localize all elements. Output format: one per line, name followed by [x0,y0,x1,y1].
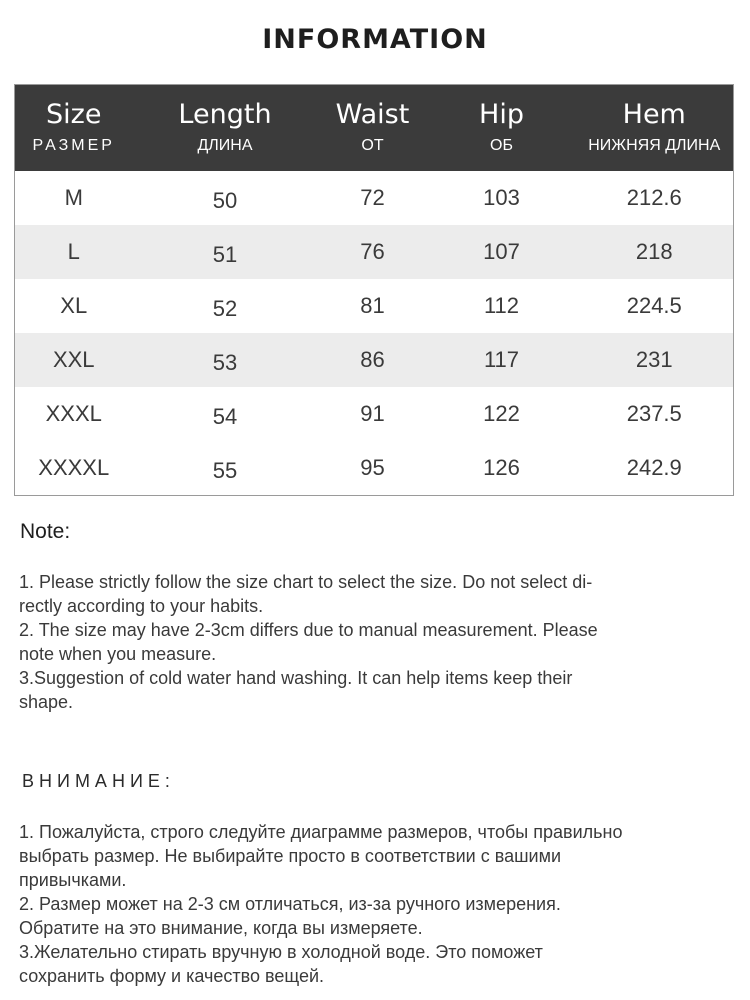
cell-hip: 122 [483,401,520,427]
header-size-ru: РАЗМЕР [32,136,115,154]
cell-length: 50 [212,187,238,213]
header-hem [576,85,734,171]
cell-hem: 212.6 [626,184,682,210]
cell-hem: 231 [635,347,673,373]
cell-length: 54 [212,404,238,430]
table-body [15,171,734,496]
note-line: 3.Suggestion of cold water hand washing. It can help items keep their [19,668,573,688]
size-chart-table [14,84,734,496]
cell-waist: 76 [360,238,385,264]
table-row [15,333,734,387]
header-hip-en: Hip [479,98,524,130]
header-hip-ru: ОБ [490,136,513,154]
note-line: rectly according to your habits. [19,596,264,616]
table-row [15,171,734,225]
cell-hem: 224.5 [626,292,682,318]
cell-waist: 95 [360,455,385,481]
note-line-ru: 3.Желательно стирать вручную в холодной воде. Это поможет [19,942,543,962]
header-length-en: Length [178,98,272,130]
cell-size: XXXXL [38,455,110,481]
note-heading: Note: [20,520,71,543]
cell-size: XL [60,292,88,318]
cell-hip: 112 [483,292,520,318]
header-length [133,85,318,171]
cell-hip: 103 [483,184,520,210]
note-line-ru: 2. Размер может на 2-3 см отличаться, из-за ручного измерения. [19,894,561,914]
table-row [15,279,734,333]
cell-waist: 81 [360,292,385,318]
note-line-ru: 1. Пожалуйста, строго следуйте диаграмме размеров, чтобы правильно [19,822,623,842]
page-title: INFORMATION [262,24,488,55]
note-heading-ru: ВНИМАНИЕ: [22,771,175,791]
cell-hem: 218 [635,238,673,264]
cell-length: 52 [212,295,238,321]
header-waist-en: Waist [335,98,410,130]
table-row [15,441,734,495]
note-line: 2. The size may have 2-3cm differs due to manual measurement. Please [19,620,598,640]
header-size-en: Size [46,98,102,130]
header-hem-en: Hem [622,98,686,130]
cell-length: 53 [212,350,238,376]
note-line: note when you measure. [19,644,217,664]
table-row [15,387,734,441]
table-row [15,225,734,279]
note-line: shape. [19,692,74,712]
note-line-ru: сохранить форму и качество вещей. [19,966,325,986]
cell-hip: 107 [483,238,520,264]
cell-size: XXL [52,347,95,373]
cell-size: L [67,238,80,264]
cell-waist: 72 [360,184,385,210]
header-hip [428,85,576,171]
header-size [15,85,133,171]
header-waist-ru: ОТ [361,136,384,154]
note-line-ru: выбрать размер. Не выбирайте просто в соответствии с вашими [19,846,562,866]
cell-waist: 86 [360,347,385,373]
header-length-ru: ДЛИНА [197,136,253,154]
cell-length: 51 [212,241,238,267]
note-line-ru: привычками. [19,870,127,890]
note-line-ru: Обратите на это внимание, когда вы измеряете. [19,918,423,938]
note-text-ru [19,820,731,988]
cell-hip: 117 [483,347,520,373]
cell-hem: 242.9 [626,455,682,481]
cell-size: M [64,184,83,210]
header-row [15,85,734,171]
note-text-en [19,570,719,714]
table-header [15,85,734,171]
cell-hip: 126 [483,455,520,481]
header-hem-ru: НИЖНЯЯ ДЛИНА [588,136,721,154]
cell-hem: 237.5 [626,401,682,427]
header-waist [318,85,428,171]
cell-size: XXXL [45,401,102,427]
note-line: 1. Please strictly follow the size chart to select the size. Do not select di- [19,572,593,592]
cell-length: 55 [212,458,238,484]
cell-waist: 91 [360,401,385,427]
